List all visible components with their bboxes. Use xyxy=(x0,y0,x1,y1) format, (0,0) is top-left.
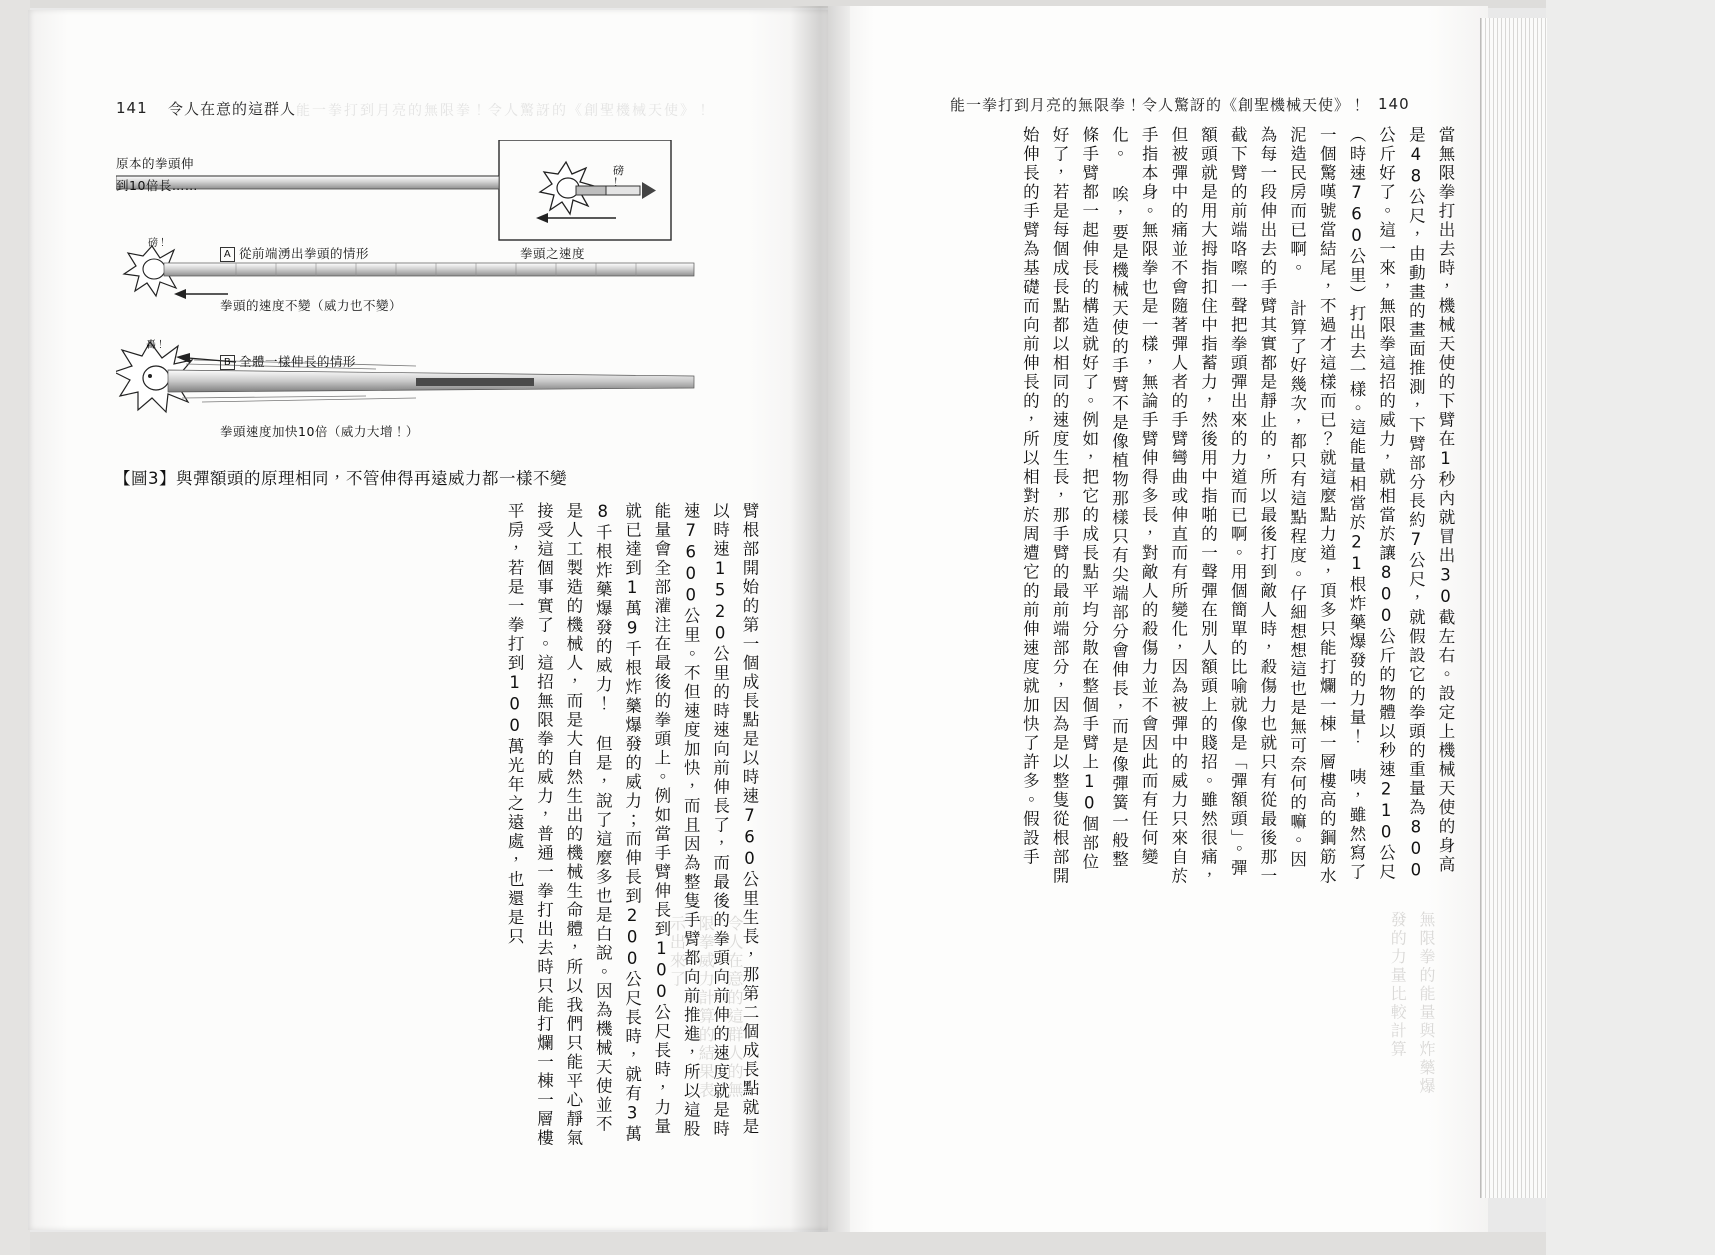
figure-3 xyxy=(116,140,764,470)
svg-text:轟: 轟 xyxy=(146,340,156,351)
figure-3-caption: 【圖3】與彈額頭的原理相同，不管伸得再遠威力都一樣不變 xyxy=(114,469,567,488)
left-page-body-text: 臂根部開始的第一個成長點是以時速760公里生長，那第二個成長點就是以時速1520公里的時速向前伸長了，而最後的拳頭向前伸的速度就是時速7600公里。不但速度加快，而且因為整隻手臂都向前推進，所以這股能量會全部灌注在最後的拳頭上。例如當手臂伸長到100公尺長時，力量就已達到1萬9千根炸藥爆發的威力；而伸長到200公尺長時，就有3萬8千根炸藥爆發的威力！ 但是，說了這麼多也是白說。因為機械天使並不是人工製造的機械人，而是大自然生出的機械生命體，所以我們只能平心靜氣接受這個事實了。這招無限拳的威力，普通一拳打出去時只能打爛一棟一層樓平房，若是一拳打到100萬光年之遠處，也還是只 xyxy=(505,502,759,1148)
right-page xyxy=(828,6,1488,1232)
right-page-bleed-through: 無限拳的能量與炸藥爆發的力量比較計算 xyxy=(1388,911,1436,1096)
right-page-body-text: 當無限拳打出去時，機械天使的下臂在1秒內就冒出30截左右。設定上機械天使的身高是48公尺，由動畫的畫面推測，下臂部分長約7公尺，就假設它的拳頭的重量為800公斤好了。這一來，無限拳這招的威力，就相當於讓800公斤的物體以秒速210公尺（時速760公里）打出去一樣。這能量相當於21根炸藥爆發的力量！ 咦，雖然寫了一個驚嘆號當結尾，不過才這樣而已？就這麼點力道，頂多只能打爛一棟一層樓高的鋼筋水泥造民房而已啊。 計算了好幾次，都只有這點程度。仔細想想這也是無可奈何的嘛。因為每一段伸出去的手臂其實都是靜止的，所以最後打到敵人時，殺傷力也就只有從最後那一截下臂的前端咯嚓一聲把拳頭彈出來的力道而已啊。用個簡單的比喻就像是「彈額頭」。彈額頭就是用大拇指扣住中指蓄力，然後用中指啪的一聲彈在別人額頭上的賤招。雖然很痛，但被彈中的痛並不會隨著彈人者的手臂彎曲或伸直而有所變化，因為被彈中的威力只來自於手指本身。無限拳也是一樣，無論手臂伸得多長，對敵人的殺傷力並不會因此而有任何變化。 唉，要是機械天使的手臂不是像植物那樣只有尖端部分會伸長，而是像彈簧一般整條手臂都一起伸長的構造就好了。例如，把它的成長點平均分散在整個手臂上10個部位好了，若是每個成長點都以相同的速度生長，那手臂的最前端部分，因為是以整隻從根部開始伸長的手臂為基礎而向前伸長的，所以相對於周遭它的前伸速度就加快了許多。假設手 xyxy=(1020,126,1455,886)
figure-3-illustration xyxy=(116,140,764,470)
left-page-folio: 141 xyxy=(116,99,148,117)
figure-label-case-a: A 從前端湧出拳頭的情形 xyxy=(220,244,369,262)
figure-label-case-a-note: 拳頭的速度不變（威力也不變） xyxy=(220,298,403,313)
left-page xyxy=(28,10,828,1230)
bleed-through-header: 能一拳打到月亮的無限拳！令人驚訝的《創聖機械天使》！ xyxy=(296,103,712,119)
svg-text:！: ！ xyxy=(613,176,624,189)
left-page-bleed-through: 令人在意的這群人的無限拳威力計算的結果表示出來了 xyxy=(667,915,744,1100)
figure-label-fist-speed: 拳頭之速度 xyxy=(520,246,586,261)
left-running-head: 令人在意的這群人 xyxy=(168,100,297,118)
right-running-head: 能一拳打到月亮的無限拳！令人驚訝的《創聖機械天使》！ xyxy=(950,96,1367,114)
figure-label-top-left: 原本的拳頭伸 xyxy=(116,156,195,171)
page-edges-stack xyxy=(1480,18,1547,1198)
scan-border-right xyxy=(1546,0,1715,1255)
right-page-folio: 140 xyxy=(1378,95,1410,113)
scan-border-left xyxy=(0,0,30,1255)
svg-text:！: ！ xyxy=(160,238,170,249)
figure-label-case-b-note: 拳頭速度加快10倍（威力大增！） xyxy=(220,424,419,439)
svg-text:磅: 磅 xyxy=(148,238,158,249)
svg-text:磅: 磅 xyxy=(613,164,624,177)
figure-case-b-box: B xyxy=(220,355,235,370)
figure-label-top-left-cont: 到10倍長…… xyxy=(116,178,198,193)
svg-text:！: ！ xyxy=(158,340,168,351)
scan-border-bottom xyxy=(0,1232,1715,1255)
figure-label-case-b: B 全體一樣伸長的情形 xyxy=(220,352,356,370)
figure-case-a-box: A xyxy=(220,247,235,262)
